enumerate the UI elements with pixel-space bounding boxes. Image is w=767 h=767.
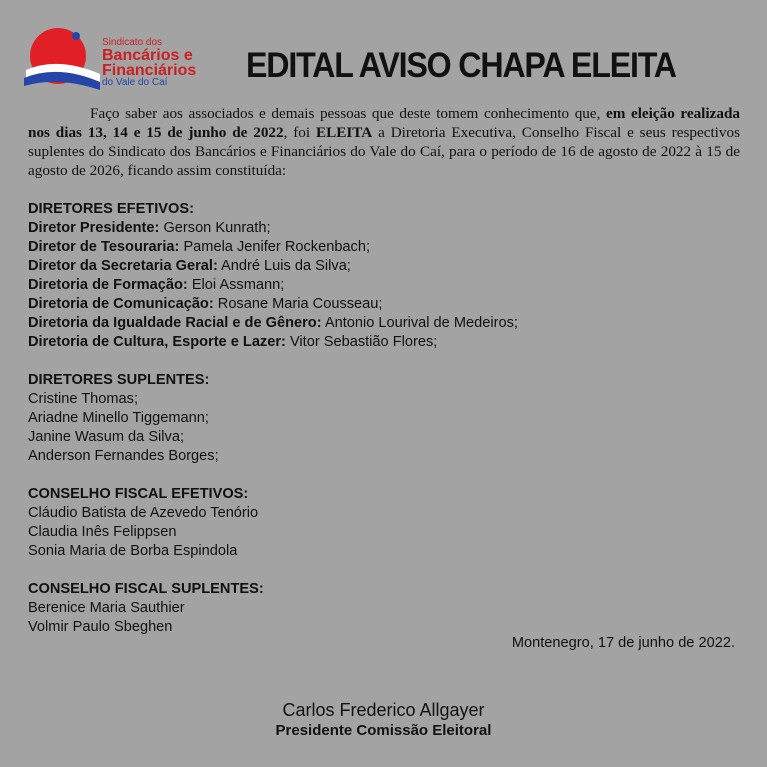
signature-role: Presidente Comissão Eleitoral — [275, 722, 492, 739]
list-item: Berenice Maria Sauthier — [28, 600, 185, 616]
list-item: Sonia Maria de Borba Espindola — [28, 543, 238, 559]
logo-emblem-icon — [22, 26, 102, 96]
intro-paragraph — [28, 104, 740, 180]
intro-bold-election: em eleição realizada nos dias 13, 14 e 15 de junho de 2022 — [28, 105, 740, 141]
member-name: Eloi Assmann; — [187, 277, 285, 293]
section-title: DIRETORES EFETIVOS: — [28, 201, 194, 217]
list-item — [28, 333, 518, 352]
section-title: CONSELHO FISCAL EFETIVOS: — [28, 486, 249, 502]
role-label: Diretoria de Formação: — [28, 277, 188, 293]
section-diretores-suplentes — [28, 371, 518, 466]
list-item — [28, 276, 518, 295]
role-label: Diretor de Tesouraria: — [28, 239, 180, 255]
date-line: Montenegro, 17 de junho de 2022. — [511, 635, 735, 651]
list-item: Volmir Paulo Sbeghen — [28, 619, 173, 635]
member-name: Pamela Jenifer Rockenbach; — [179, 239, 371, 255]
list-item — [28, 238, 518, 257]
section-conselho-fiscal-suplentes — [28, 580, 518, 637]
list-item: Janine Wasum da Silva; — [28, 429, 185, 445]
logo-text-line2: Bancários e — [102, 47, 193, 64]
section-title: DIRETORES SUPLENTES: — [28, 372, 210, 388]
list-item — [28, 257, 518, 276]
section-diretores-efetivos — [28, 200, 518, 352]
section-conselho-fiscal-efetivos — [28, 485, 518, 561]
page-title: EDITAL AVISO CHAPA ELEITA — [246, 46, 676, 85]
role-label: Diretor Presidente: — [28, 220, 160, 236]
list-item — [28, 314, 518, 333]
list-item: Claudia Inês Felippsen — [28, 524, 177, 540]
intro-bold-eleita: ELEITA — [315, 124, 373, 141]
member-name: Vitor Sebastião Flores; — [285, 334, 438, 350]
member-name: Gerson Kunrath; — [159, 220, 271, 236]
role-label: Diretoria de Cultura, Esporte e Lazer: — [28, 334, 286, 350]
signature-name: Carlos Frederico Allgayer — [282, 700, 485, 720]
intro-text-2: , foi — [283, 124, 316, 141]
member-name: Rosane Maria Cousseau; — [213, 296, 383, 312]
list-item — [28, 219, 518, 238]
list-item: Cristine Thomas; — [28, 391, 139, 407]
logo-text-line4: do Vale do Caí — [102, 77, 168, 88]
role-label: Diretoria de Comunicação: — [28, 296, 214, 312]
member-lists — [28, 200, 518, 656]
role-label: Diretoria da Igualdade Racial e de Gênero: — [28, 315, 322, 331]
logo-text-line3: Financiários — [102, 62, 197, 79]
intro-text-3: a Diretoria Executiva, Conselho Fiscal e seus respectivos suplentes do Sindicato dos Bancários e Financiários do Vale do Caí, para o período de 16 de agosto de 2022 à 15 de agosto de 2026, ficando assim constituída: — [28, 124, 741, 179]
member-name: Antonio Lourival de Medeiros; — [321, 315, 518, 331]
list-item: Anderson Fernandes Borges; — [28, 448, 219, 464]
list-item: Cláudio Batista de Azevedo Tenório — [28, 505, 259, 521]
logo-text-line1: Sindicato dos — [102, 37, 163, 48]
member-name: André Luis da Silva; — [217, 258, 351, 274]
list-item — [28, 295, 518, 314]
union-logo — [22, 26, 202, 96]
role-label: Diretor da Secretaria Geral: — [28, 258, 218, 274]
intro-text-1: Faço saber aos associados e demais pessoas que deste tomem conhecimento que, — [90, 105, 606, 122]
section-title: CONSELHO FISCAL SUPLENTES: — [28, 581, 264, 597]
list-item: Ariadne Minello Tiggemann; — [28, 410, 209, 426]
